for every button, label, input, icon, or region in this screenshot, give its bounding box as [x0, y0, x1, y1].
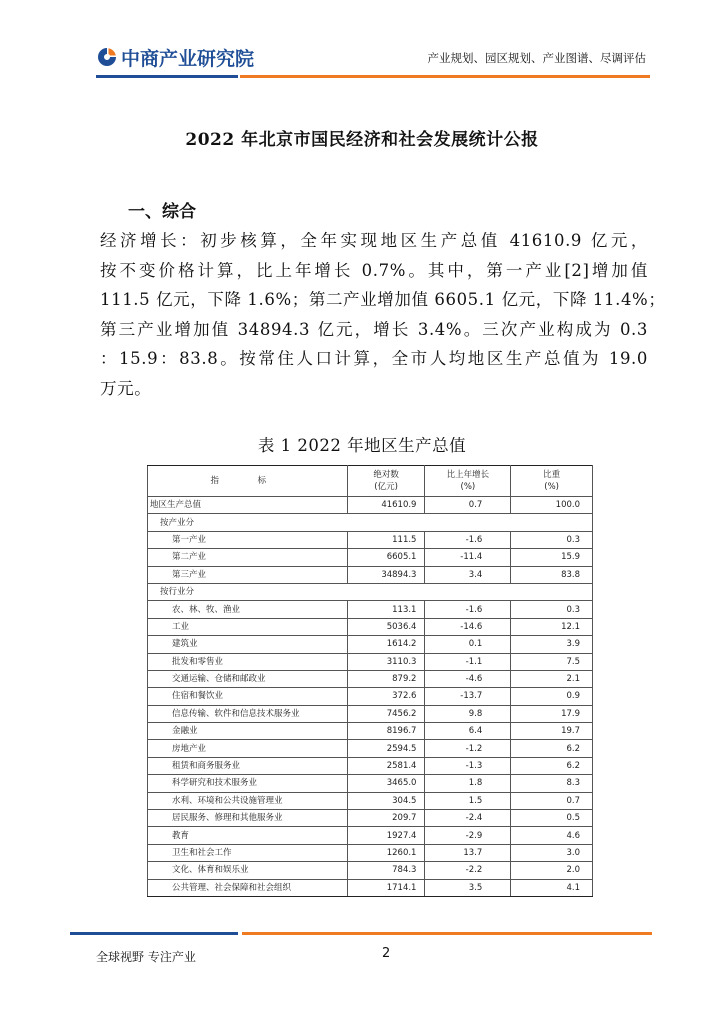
- row-label: 金融业: [148, 723, 348, 740]
- row-label: 工业: [148, 618, 348, 635]
- table-row: [148, 688, 593, 705]
- cell-growth: -4.6: [425, 670, 511, 687]
- cell-absolute: 34894.3: [347, 566, 425, 583]
- table-row: [148, 670, 593, 687]
- cell-growth: -2.4: [425, 810, 511, 827]
- header-indicator: 指 标: [148, 466, 348, 497]
- header-divider-orange: [240, 75, 650, 78]
- footer-slogan: 全球视野 专注产业: [96, 950, 196, 964]
- header-growth: 比上年增长 (%): [425, 466, 511, 497]
- table-row: [148, 757, 593, 774]
- table-row: [148, 705, 593, 722]
- cell-share: 0.7: [511, 792, 593, 809]
- table-row: [148, 549, 593, 566]
- logo-text: 中商产业研究院: [121, 47, 255, 70]
- cell-absolute: 372.6: [347, 688, 425, 705]
- cell-absolute: 111.5: [347, 531, 425, 548]
- cell-share: 3.9: [511, 636, 593, 653]
- row-label: 卫生和社会工作: [148, 844, 348, 861]
- row-label: 住宿和餐饮业: [148, 688, 348, 705]
- cell-share: 19.7: [511, 723, 593, 740]
- cell-growth: 9.8: [425, 705, 511, 722]
- cell-share: 15.9: [511, 549, 593, 566]
- row-label: 房地产业: [148, 740, 348, 757]
- row-label: 水利、环境和公共设施管理业: [148, 792, 348, 809]
- paragraph-line: 111.5 亿元，下降 1.6%；第二产业增加值 6605.1 亿元，下降 11.4%；: [100, 290, 666, 309]
- row-label: 交通运输、仓储和邮政业: [148, 670, 348, 687]
- cell-share: 0.5: [511, 810, 593, 827]
- table-caption: 表 1 2022 年地区生产总值: [257, 436, 467, 455]
- cell-absolute: 41610.9: [347, 497, 425, 514]
- table-row: [148, 810, 593, 827]
- table-row: [148, 862, 593, 879]
- cell-growth: -1.3: [425, 757, 511, 774]
- cell-absolute: 1614.2: [347, 636, 425, 653]
- row-label: 按行业分: [148, 583, 348, 600]
- cell-share: 7.5: [511, 653, 593, 670]
- table-body: [148, 497, 593, 897]
- cell-absolute: 2581.4: [347, 757, 425, 774]
- table-row: [148, 618, 593, 635]
- cell-share: 0.9: [511, 688, 593, 705]
- cell-growth: -14.6: [425, 618, 511, 635]
- page-header: [0, 0, 724, 80]
- company-logo[interactable]: [96, 44, 254, 70]
- document-title: 2022 年北京市国民经济和社会发展统计公报: [185, 130, 539, 150]
- paragraph-line: 万元。: [100, 378, 152, 398]
- row-label: 公共管理、社会保障和社会组织: [148, 879, 348, 896]
- cell-absolute: 7456.2: [347, 705, 425, 722]
- row-label: 第二产业: [148, 549, 348, 566]
- cell-absolute: 5036.4: [347, 618, 425, 635]
- cell-growth: [425, 583, 511, 600]
- cell-share: 6.2: [511, 757, 593, 774]
- row-label: 第一产业: [148, 531, 348, 548]
- table-row: [148, 653, 593, 670]
- row-label: 按产业分: [148, 514, 348, 531]
- table-row: [148, 723, 593, 740]
- table-row: [148, 531, 593, 548]
- row-label: 地区生产总值: [148, 497, 348, 514]
- cell-absolute: 3465.0: [347, 775, 425, 792]
- cell-growth: -1.2: [425, 740, 511, 757]
- cell-growth: 6.4: [425, 723, 511, 740]
- cell-share: 8.3: [511, 775, 593, 792]
- table-row: [148, 844, 593, 861]
- cell-growth: 13.7: [425, 844, 511, 861]
- table-group-row: [148, 514, 593, 531]
- cell-share: 2.1: [511, 670, 593, 687]
- table-row: [148, 792, 593, 809]
- cell-growth: 0.7: [425, 497, 511, 514]
- cell-share: 6.2: [511, 740, 593, 757]
- cell-growth: -2.9: [425, 827, 511, 844]
- section-heading: 一、综合: [128, 202, 196, 222]
- row-label: 科学研究和技术服务业: [148, 775, 348, 792]
- table-group-row: [148, 583, 593, 600]
- cell-absolute: 784.3: [347, 862, 425, 879]
- cell-share: [511, 514, 593, 531]
- gdp-table: [147, 465, 593, 897]
- table-row: [148, 740, 593, 757]
- table-row: [148, 566, 593, 583]
- row-label: 批发和零售业: [148, 653, 348, 670]
- cell-growth: 1.5: [425, 792, 511, 809]
- cell-absolute: 1927.4: [347, 827, 425, 844]
- paragraph-line: 按不变价格计算，比上年增长 0.7%。其中，第一产业[2]增加值: [100, 260, 648, 280]
- cell-absolute: 2594.5: [347, 740, 425, 757]
- cell-absolute: 6605.1: [347, 549, 425, 566]
- header-divider-blue: [96, 75, 238, 78]
- cell-growth: -11.4: [425, 549, 511, 566]
- table-header-row: [148, 466, 593, 497]
- header-tagline: 产业规划、园区规划、产业图谱、尽调评估: [427, 51, 646, 65]
- cell-share: 0.3: [511, 531, 593, 548]
- header-share: 比重 (%): [511, 466, 593, 497]
- cell-share: 12.1: [511, 618, 593, 635]
- row-label: 信息传输、软件和信息技术服务业: [148, 705, 348, 722]
- cell-absolute: 1260.1: [347, 844, 425, 861]
- cell-growth: -2.2: [425, 862, 511, 879]
- footer-divider-orange: [242, 932, 652, 935]
- row-label: 农、林、牧、渔业: [148, 601, 348, 618]
- cell-share: 4.6: [511, 827, 593, 844]
- cell-absolute: [347, 583, 425, 600]
- cell-growth: -1.1: [425, 653, 511, 670]
- cell-growth: 3.4: [425, 566, 511, 583]
- cell-absolute: 3110.3: [347, 653, 425, 670]
- table-row: [148, 601, 593, 618]
- logo-mark-icon: [96, 46, 118, 68]
- page-number: 2: [382, 946, 391, 961]
- cell-growth: 3.5: [425, 879, 511, 896]
- paragraph-line: 经济增长：初步核算，全年实现地区生产总值 41610.9 亿元，: [100, 231, 648, 250]
- cell-growth: -1.6: [425, 601, 511, 618]
- cell-absolute: 113.1: [347, 601, 425, 618]
- row-label: 第三产业: [148, 566, 348, 583]
- cell-absolute: 1714.1: [347, 879, 425, 896]
- cell-share: 2.0: [511, 862, 593, 879]
- cell-share: 17.9: [511, 705, 593, 722]
- header-absolute: 绝对数 (亿元): [347, 466, 425, 497]
- cell-absolute: 304.5: [347, 792, 425, 809]
- row-label: 建筑业: [148, 636, 348, 653]
- table-row: [148, 879, 593, 896]
- cell-share: 0.3: [511, 601, 593, 618]
- table-row: [148, 497, 593, 514]
- cell-share: [511, 583, 593, 600]
- cell-absolute: 879.2: [347, 670, 425, 687]
- cell-share: 4.1: [511, 879, 593, 896]
- cell-absolute: [347, 514, 425, 531]
- cell-growth: 1.8: [425, 775, 511, 792]
- cell-absolute: 209.7: [347, 810, 425, 827]
- row-label: 文化、体育和娱乐业: [148, 862, 348, 879]
- cell-share: 83.8: [511, 566, 593, 583]
- paragraph-line: 第三产业增加值 34894.3 亿元，增长 3.4%。三次产业构成为 0.3: [100, 319, 648, 339]
- footer-divider-blue: [70, 932, 238, 935]
- cell-share: 100.0: [511, 497, 593, 514]
- body-paragraph: [100, 226, 666, 403]
- cell-growth: [425, 514, 511, 531]
- cell-share: 3.0: [511, 844, 593, 861]
- paragraph-line: ：15.9：83.8。按常住人口计算，全市人均地区生产总值为 19.0: [100, 349, 648, 368]
- cell-growth: 0.1: [425, 636, 511, 653]
- table-row: [148, 636, 593, 653]
- row-label: 教育: [148, 827, 348, 844]
- table-row: [148, 775, 593, 792]
- cell-growth: -1.6: [425, 531, 511, 548]
- cell-absolute: 8196.7: [347, 723, 425, 740]
- row-label: 居民服务、修理和其他服务业: [148, 810, 348, 827]
- cell-growth: -13.7: [425, 688, 511, 705]
- table-row: [148, 827, 593, 844]
- row-label: 租赁和商务服务业: [148, 757, 348, 774]
